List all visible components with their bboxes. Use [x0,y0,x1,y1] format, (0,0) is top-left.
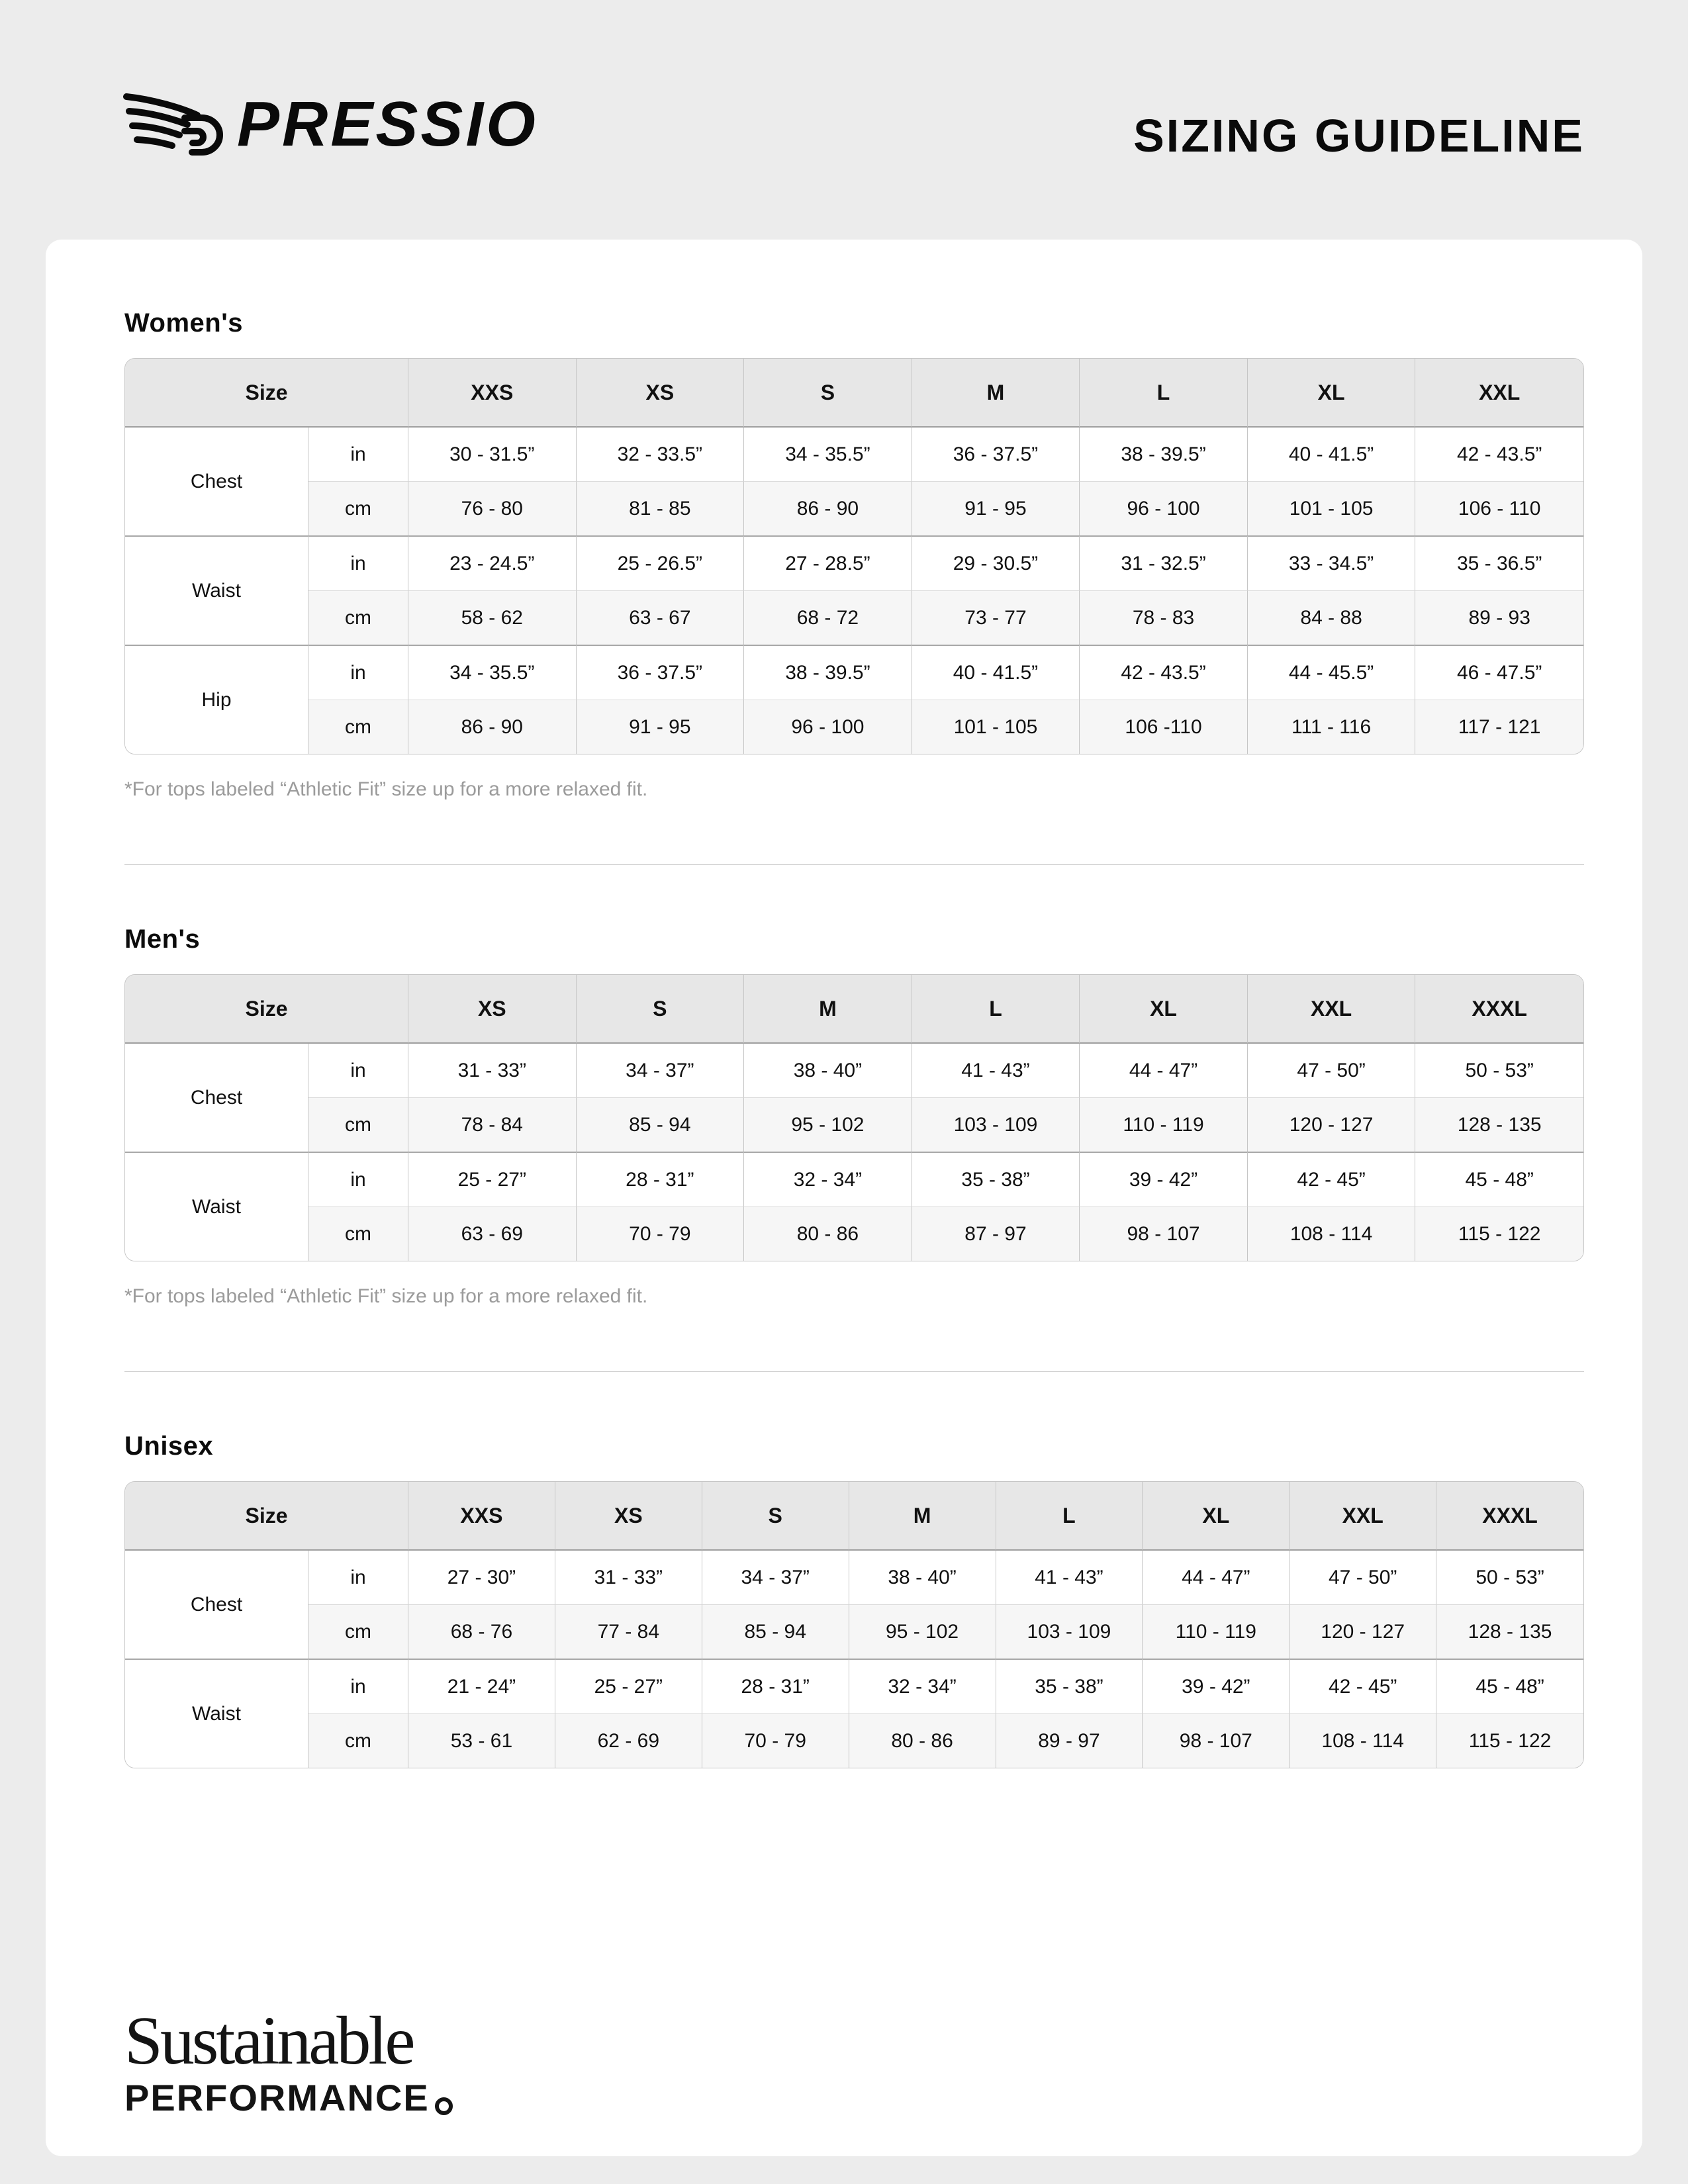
value-cell: 38 - 40” [744,1044,912,1097]
size-column-header: M [849,1482,996,1551]
footer-performance-text: PERFORMANCE [124,2077,430,2118]
value-cell: 21 - 24” [408,1659,555,1713]
size-column-header: XS [555,1482,702,1551]
size-column-header: XXL [1248,975,1416,1044]
value-cell: 46 - 47.5” [1415,645,1583,700]
value-cell: 128 - 135 [1436,1604,1583,1659]
table-row [125,1659,1583,1713]
value-cell: 62 - 69 [555,1713,702,1768]
athletic-fit-footnote: *For tops labeled “Athletic Fit” size up for a more relaxed fit. [124,1285,648,1307]
section-unisex [124,1372,1584,1768]
unisex-size-table [125,1482,1583,1768]
value-cell: 34 - 35.5” [408,645,577,700]
value-cell: 95 - 102 [744,1097,912,1152]
page-header [0,0,1688,240]
value-cell: 31 - 32.5” [1080,535,1248,590]
value-cell: 39 - 42” [1143,1659,1289,1713]
value-cell: 108 - 114 [1248,1206,1416,1261]
pressio-logo [123,89,538,159]
athletic-fit-footnote: *For tops labeled “Athletic Fit” size up for a more relaxed fit. [124,778,648,800]
value-cell: 32 - 34” [744,1152,912,1206]
size-column-header: M [744,975,912,1044]
value-cell: 34 - 37” [577,1044,745,1097]
unit-cell: in [308,1152,408,1206]
value-cell: 103 - 109 [996,1604,1143,1659]
table-row [125,481,1583,535]
size-column-header: S [702,1482,849,1551]
measurement-label-cell: Chest [125,428,308,535]
value-cell: 68 - 76 [408,1604,555,1659]
value-cell: 89 - 97 [996,1713,1143,1768]
table-row [125,1044,1583,1097]
value-cell: 25 - 26.5” [577,535,745,590]
value-cell: 76 - 80 [408,481,577,535]
value-cell: 120 - 127 [1248,1097,1416,1152]
measurement-label-cell: Waist [125,535,308,645]
value-cell: 33 - 34.5” [1248,535,1416,590]
value-cell: 38 - 39.5” [744,645,912,700]
value-cell: 25 - 27” [555,1659,702,1713]
value-cell: 96 - 100 [1080,481,1248,535]
unit-cell: in [308,428,408,481]
value-cell: 78 - 83 [1080,590,1248,645]
value-cell: 40 - 41.5” [1248,428,1416,481]
value-cell: 110 - 119 [1080,1097,1248,1152]
unit-cell: cm [308,481,408,535]
womens-size-table-wrap [124,358,1584,754]
value-cell: 86 - 90 [408,700,577,754]
size-column-header: XL [1080,975,1248,1044]
value-cell: 29 - 30.5” [912,535,1080,590]
value-cell: 41 - 43” [912,1044,1080,1097]
value-cell: 103 - 109 [912,1097,1080,1152]
table-row [125,700,1583,754]
value-cell: 35 - 38” [996,1659,1143,1713]
table-row [125,645,1583,700]
unit-cell: in [308,645,408,700]
value-cell: 101 - 105 [912,700,1080,754]
value-cell: 31 - 33” [555,1551,702,1604]
value-cell: 28 - 31” [577,1152,745,1206]
value-cell: 45 - 48” [1415,1152,1583,1206]
pressio-wing-icon [123,93,224,156]
value-cell: 50 - 53” [1436,1551,1583,1604]
value-cell: 25 - 27” [408,1152,577,1206]
content-card [46,240,1642,2156]
section-title-mens: Men's [124,925,201,954]
size-header-row [125,1482,1583,1551]
size-column-header: XS [408,975,577,1044]
table-row [125,428,1583,481]
value-cell: 96 - 100 [744,700,912,754]
table-row [125,1097,1583,1152]
size-header-row [125,975,1583,1044]
value-cell: 58 - 62 [408,590,577,645]
value-cell: 38 - 39.5” [1080,428,1248,481]
value-cell: 89 - 93 [1415,590,1583,645]
value-cell: 106 - 110 [1415,481,1583,535]
table-row [125,1152,1583,1206]
size-column-header: XXXL [1436,1482,1583,1551]
size-header-row [125,359,1583,428]
table-row [125,1713,1583,1768]
size-column-header: XL [1248,359,1416,428]
womens-size-table [125,359,1583,754]
unit-cell: cm [308,700,408,754]
size-column-header: XXXL [1415,975,1583,1044]
value-cell: 40 - 41.5” [912,645,1080,700]
size-column-header: S [577,975,745,1044]
unit-cell: in [308,535,408,590]
unit-cell: cm [308,1206,408,1261]
value-cell: 85 - 94 [702,1604,849,1659]
value-cell: 36 - 37.5” [577,645,745,700]
value-cell: 115 - 122 [1415,1206,1583,1261]
value-cell: 70 - 79 [702,1713,849,1768]
size-column-header: XL [1143,1482,1289,1551]
value-cell: 80 - 86 [849,1713,996,1768]
value-cell: 98 - 107 [1143,1713,1289,1768]
size-column-header: XXS [408,359,577,428]
brand-footer [124,2003,1584,2118]
value-cell: 117 - 121 [1415,700,1583,754]
value-cell: 85 - 94 [577,1097,745,1152]
table-row [125,1551,1583,1604]
value-cell: 34 - 37” [702,1551,849,1604]
size-header-cell: Size [125,975,408,1044]
circle-mark-icon [435,2097,453,2115]
value-cell: 81 - 85 [577,481,745,535]
value-cell: 50 - 53” [1415,1044,1583,1097]
size-column-header: M [912,359,1080,428]
size-column-header: L [996,1482,1143,1551]
footer-sustainable: Sustainable [124,2003,413,2079]
value-cell: 63 - 69 [408,1206,577,1261]
measurement-label-cell: Chest [125,1044,308,1152]
value-cell: 98 - 107 [1080,1206,1248,1261]
section-title-unisex: Unisex [124,1432,214,1461]
page-title: SIZING GUIDELINE [1133,110,1585,161]
size-column-header: XXL [1289,1482,1436,1551]
value-cell: 111 - 116 [1248,700,1416,754]
value-cell: 39 - 42” [1080,1152,1248,1206]
value-cell: 73 - 77 [912,590,1080,645]
value-cell: 34 - 35.5” [744,428,912,481]
value-cell: 44 - 47” [1143,1551,1289,1604]
mens-size-table-wrap [124,974,1584,1261]
value-cell: 63 - 67 [577,590,745,645]
size-header-cell: Size [125,359,408,428]
value-cell: 80 - 86 [744,1206,912,1261]
value-cell: 120 - 127 [1289,1604,1436,1659]
value-cell: 31 - 33” [408,1044,577,1097]
value-cell: 44 - 45.5” [1248,645,1416,700]
unit-cell: cm [308,1097,408,1152]
value-cell: 101 - 105 [1248,481,1416,535]
value-cell: 42 - 43.5” [1080,645,1248,700]
value-cell: 42 - 45” [1289,1659,1436,1713]
value-cell: 53 - 61 [408,1713,555,1768]
size-column-header: XXS [408,1482,555,1551]
table-row [125,1604,1583,1659]
value-cell: 70 - 79 [577,1206,745,1261]
mens-size-table [125,975,1583,1261]
size-column-header: S [744,359,912,428]
value-cell: 27 - 28.5” [744,535,912,590]
value-cell: 45 - 48” [1436,1659,1583,1713]
value-cell: 41 - 43” [996,1551,1143,1604]
size-column-header: L [1080,359,1248,428]
value-cell: 23 - 24.5” [408,535,577,590]
value-cell: 32 - 33.5” [577,428,745,481]
measurement-label-cell: Hip [125,645,308,754]
value-cell: 91 - 95 [912,481,1080,535]
table-row [125,1206,1583,1261]
table-row [125,535,1583,590]
unit-cell: cm [308,1604,408,1659]
value-cell: 115 - 122 [1436,1713,1583,1768]
size-column-header: XXL [1415,359,1583,428]
value-cell: 32 - 34” [849,1659,996,1713]
value-cell: 128 - 135 [1415,1097,1583,1152]
value-cell: 108 - 114 [1289,1713,1436,1768]
value-cell: 35 - 36.5” [1415,535,1583,590]
value-cell: 38 - 40” [849,1551,996,1604]
value-cell: 84 - 88 [1248,590,1416,645]
value-cell: 42 - 43.5” [1415,428,1583,481]
value-cell: 47 - 50” [1289,1551,1436,1604]
value-cell: 27 - 30” [408,1551,555,1604]
unit-cell: in [308,1659,408,1713]
size-column-header: L [912,975,1080,1044]
value-cell: 86 - 90 [744,481,912,535]
measurement-label-cell: Chest [125,1551,308,1659]
measurement-label-cell: Waist [125,1152,308,1261]
unisex-size-table-wrap [124,1481,1584,1768]
value-cell: 35 - 38” [912,1152,1080,1206]
value-cell: 91 - 95 [577,700,745,754]
size-header-cell: Size [125,1482,408,1551]
value-cell: 68 - 72 [744,590,912,645]
unit-cell: cm [308,590,408,645]
value-cell: 36 - 37.5” [912,428,1080,481]
measurement-label-cell: Waist [125,1659,308,1768]
unit-cell: cm [308,1713,408,1768]
value-cell: 106 -110 [1080,700,1248,754]
table-row [125,590,1583,645]
value-cell: 28 - 31” [702,1659,849,1713]
value-cell: 78 - 84 [408,1097,577,1152]
value-cell: 87 - 97 [912,1206,1080,1261]
unit-cell: in [308,1044,408,1097]
value-cell: 95 - 102 [849,1604,996,1659]
section-womens [124,240,1584,801]
section-title-womens: Women's [124,308,243,338]
value-cell: 47 - 50” [1248,1044,1416,1097]
value-cell: 42 - 45” [1248,1152,1416,1206]
brand-wordmark: PRESSIO [237,89,538,159]
value-cell: 77 - 84 [555,1604,702,1659]
section-mens [124,865,1584,1308]
footer-performance [124,2079,1584,2116]
unit-cell: in [308,1551,408,1604]
value-cell: 44 - 47” [1080,1044,1248,1097]
value-cell: 110 - 119 [1143,1604,1289,1659]
value-cell: 30 - 31.5” [408,428,577,481]
size-column-header: XS [577,359,745,428]
